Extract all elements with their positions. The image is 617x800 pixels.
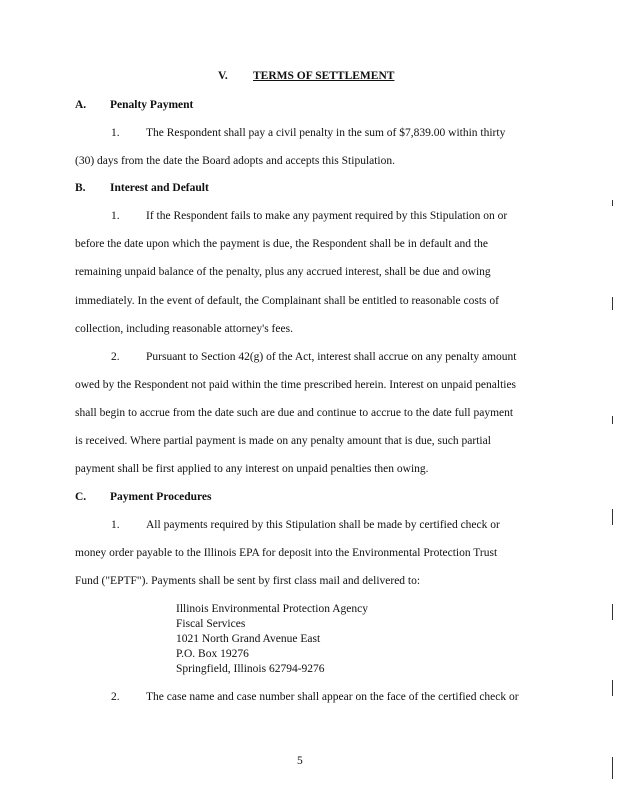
scan-mark: [612, 757, 613, 779]
paragraph-line: is received. Where partial payment is made on any penalty amount that is due, such partial: [75, 435, 491, 447]
subsection-heading: Penalty Payment: [110, 99, 194, 111]
paragraph-line: payment shall be first applied to any interest on unpaid penalties then owing.: [75, 463, 429, 475]
scan-mark: [612, 509, 613, 525]
paragraph-line: (30) days from the date the Board adopts and accepts this Stipulation.: [75, 155, 396, 167]
paragraph-line: Pursuant to Section 42(g) of the Act, interest shall accrue on any penalty amount: [146, 351, 517, 363]
subsection-letter: C.: [75, 491, 87, 503]
paragraph-line: immediately. In the event of default, the Complainant shall be entitled to reasonable costs of: [75, 295, 499, 307]
paragraph-number: 1.: [111, 519, 120, 531]
scan-mark: [612, 680, 613, 696]
paragraph-number: 1.: [111, 127, 120, 139]
paragraph-line: remaining unpaid balance of the penalty, plus any accrued interest, shall be due and owing: [75, 266, 491, 278]
paragraph-line: money order payable to the Illinois EPA for deposit into the Environmental Protection Trust: [75, 547, 498, 559]
paragraph-line: owed by the Respondent not paid within the time prescribed herein. Interest on unpaid penalties: [75, 379, 517, 391]
paragraph-line: Fund ("EPTF"). Payments shall be sent by first class mail and delivered to:: [75, 575, 421, 587]
paragraph-line: before the date upon which the payment is due, the Respondent shall be in default and the: [75, 238, 488, 250]
scan-mark: [612, 200, 613, 206]
address-line: 1021 North Grand Avenue East: [176, 633, 321, 645]
address-line: Springfield, Illinois 62794-9276: [176, 663, 325, 675]
address-line: Fiscal Services: [176, 618, 246, 630]
paragraph-line: All payments required by this Stipulation shall be made by certified check or: [146, 519, 500, 531]
scan-mark: [612, 297, 613, 310]
subsection-letter: A.: [75, 99, 87, 111]
paragraph-number: 2.: [111, 691, 120, 703]
address-line: P.O. Box 19276: [176, 648, 249, 660]
subsection-heading: Payment Procedures: [110, 491, 212, 503]
scan-mark: [612, 604, 613, 620]
paragraph-line: collection, including reasonable attorney's fees.: [75, 323, 293, 335]
page-number: 5: [297, 755, 303, 767]
paragraph-number: 1.: [111, 210, 120, 222]
paragraph-line: The Respondent shall pay a civil penalty in the sum of $7,839.00 within thirty: [146, 127, 506, 139]
subsection-heading: Interest and Default: [110, 182, 209, 194]
paragraph-line: shall begin to accrue from the date such are due and continue to accrue to the date full payment: [75, 407, 514, 419]
paragraph-line: The case name and case number shall appear on the face of the certified check or: [146, 691, 519, 703]
scan-mark: [612, 416, 613, 424]
subsection-letter: B.: [75, 182, 86, 194]
section-title: TERMS OF SETTLEMENT: [253, 70, 395, 82]
paragraph-number: 2.: [111, 351, 120, 363]
paragraph-line: If the Respondent fails to make any payment required by this Stipulation on or: [146, 210, 508, 222]
address-line: Illinois Environmental Protection Agency: [176, 603, 368, 615]
section-number: V.: [218, 70, 228, 82]
